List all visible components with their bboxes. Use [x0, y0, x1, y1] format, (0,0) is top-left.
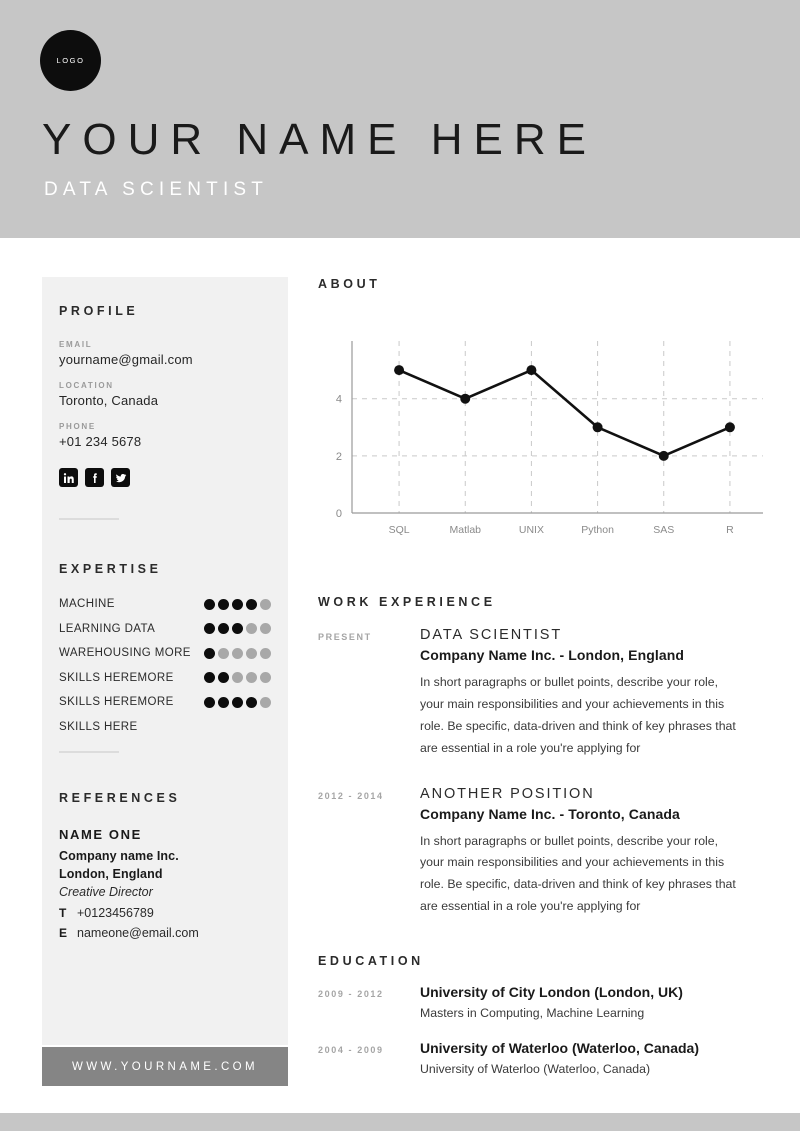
education-section — [318, 954, 773, 1076]
email-value[interactable]: yourname@gmail.com — [59, 352, 193, 367]
svg-text:UNIX: UNIX — [518, 524, 544, 536]
profile-heading: PROFILE — [59, 304, 139, 318]
svg-text:R: R — [726, 524, 734, 536]
education-entry-school: University of City London (London, UK) — [420, 984, 683, 1000]
expertise-heading: EXPERTISE — [59, 562, 162, 576]
logo-text: LOGO — [56, 56, 85, 65]
reference-email — [59, 923, 271, 943]
work-entry-description: In short paragraphs or bullet points, describe your role, your main responsibilities and your achievements in this role. Be specific, data-driven and think of key phrases that are essential in a role you're applying for — [420, 833, 736, 914]
phone-label: PHONE — [59, 422, 96, 431]
education-entry-date: 2004 - 2009 — [318, 1045, 384, 1055]
work-entry-date: 2012 - 2014 — [318, 790, 384, 801]
header-band — [0, 0, 800, 238]
chart-point — [725, 422, 735, 432]
reference-email-key: E — [59, 926, 68, 941]
chart-point — [593, 422, 603, 432]
skill-row — [59, 647, 271, 659]
svg-text:0: 0 — [335, 508, 342, 520]
work-experience-section — [318, 595, 773, 918]
skill-label: SKILLS HEREMORE — [59, 696, 174, 708]
skill-label: SKILLS HERE — [59, 720, 138, 733]
education-entry-school: University of Waterloo (Waterloo, Canada) — [420, 1040, 699, 1056]
location-label: LOCATION — [59, 381, 114, 390]
svg-text:4: 4 — [335, 393, 342, 406]
facebook-icon[interactable] — [85, 468, 104, 487]
reference-phone-value: +0123456789 — [77, 906, 154, 921]
skill-row — [59, 672, 271, 684]
email-label: EMAIL — [59, 340, 93, 349]
reference-company: Company name Inc. — [59, 848, 179, 863]
reference-role: Creative Director — [59, 884, 153, 899]
svg-text:2: 2 — [335, 450, 342, 463]
skill-row — [59, 696, 271, 708]
skill-label: SKILLS HEREMORE — [59, 671, 174, 684]
sidebar-divider-1 — [59, 518, 119, 520]
education-entry-degree: Masters in Computing, Machine Learning — [420, 1006, 645, 1020]
skill-label: LEARNING DATA — [59, 622, 156, 635]
skill-rating — [204, 697, 271, 708]
work-entry-company: Company Name Inc. - Toronto, Canada — [420, 805, 680, 822]
work-entry-date: PRESENT — [318, 632, 372, 642]
skill-label: WAREHOUSING MORE — [59, 647, 191, 659]
footer-band — [0, 1113, 800, 1131]
website-url: WWW.YOURNAME.COM — [72, 1060, 258, 1073]
chart-point — [526, 365, 536, 375]
reference-phone — [59, 903, 271, 923]
main-content — [318, 277, 773, 1076]
chart-point — [659, 451, 669, 461]
phone-value: +01 234 5678 — [59, 434, 142, 449]
skill-row — [59, 598, 271, 610]
education-entry-date: 2009 - 2012 — [318, 989, 384, 999]
page-title: YOUR NAME HERE — [42, 115, 597, 164]
profile-field-phone — [59, 422, 271, 449]
about-heading: ABOUT — [318, 277, 381, 291]
svg-text:SAS: SAS — [653, 524, 675, 536]
chart-svg — [318, 315, 773, 565]
references-heading: REFERENCES — [59, 790, 181, 805]
svg-text:Python: Python — [581, 524, 614, 536]
skill-label: MACHINE — [59, 598, 115, 610]
chart-axes — [352, 341, 763, 513]
profile-field-email — [59, 340, 271, 367]
sidebar-divider-2 — [59, 751, 119, 753]
logo-badge — [40, 30, 101, 91]
work-entry-company: Company Name Inc. - London, England — [420, 647, 685, 663]
profile-field-location — [59, 381, 271, 408]
page-subtitle: DATA SCIENTIST — [44, 179, 269, 200]
skill-rating — [204, 599, 271, 610]
chart-point — [460, 394, 470, 404]
skill-rating — [204, 648, 271, 659]
svg-text:Matlab: Matlab — [449, 524, 482, 536]
sidebar — [42, 277, 288, 1045]
skill-row — [59, 721, 271, 733]
reference-phone-key: T — [59, 906, 67, 921]
chart-gridlines — [352, 341, 763, 513]
education-entry-degree: University of Waterloo (Waterloo, Canada) — [420, 1062, 651, 1076]
website-bar[interactable] — [42, 1047, 288, 1086]
education-entry — [318, 1040, 773, 1076]
linkedin-icon[interactable] — [59, 468, 78, 487]
chart-x-tick-labels — [389, 524, 735, 536]
education-heading: EDUCATION — [318, 954, 424, 968]
reference-email-value[interactable]: nameone@email.com — [77, 926, 199, 941]
skill-row — [59, 623, 271, 635]
chart-y-tick-labels — [336, 394, 342, 520]
education-entry — [318, 984, 773, 1020]
work-heading: WORK EXPERIENCE — [318, 595, 496, 609]
twitter-icon[interactable] — [111, 468, 130, 487]
skill-rating — [204, 672, 271, 683]
work-entry — [318, 786, 773, 919]
reference-name: NAME ONE — [59, 826, 142, 842]
chart-line-series — [399, 370, 730, 456]
svg-text:SQL: SQL — [388, 524, 410, 536]
skill-rating — [204, 623, 271, 634]
reference-location: London, England — [59, 866, 163, 881]
location-value: Toronto, Canada — [59, 393, 159, 408]
work-entry-role: ANOTHER POSITION — [420, 785, 595, 802]
work-entry — [318, 627, 773, 760]
social-links — [59, 468, 271, 487]
skills-line-chart — [318, 315, 773, 565]
chart-point — [394, 365, 404, 375]
work-entry-role: DATA SCIENTIST — [420, 627, 563, 643]
work-entry-description: In short paragraphs or bullet points, describe your role, your main responsibilities and your achievements in this role. Be specific, data-driven and think of key phrases that are essential in a role you're applying for — [420, 675, 736, 755]
